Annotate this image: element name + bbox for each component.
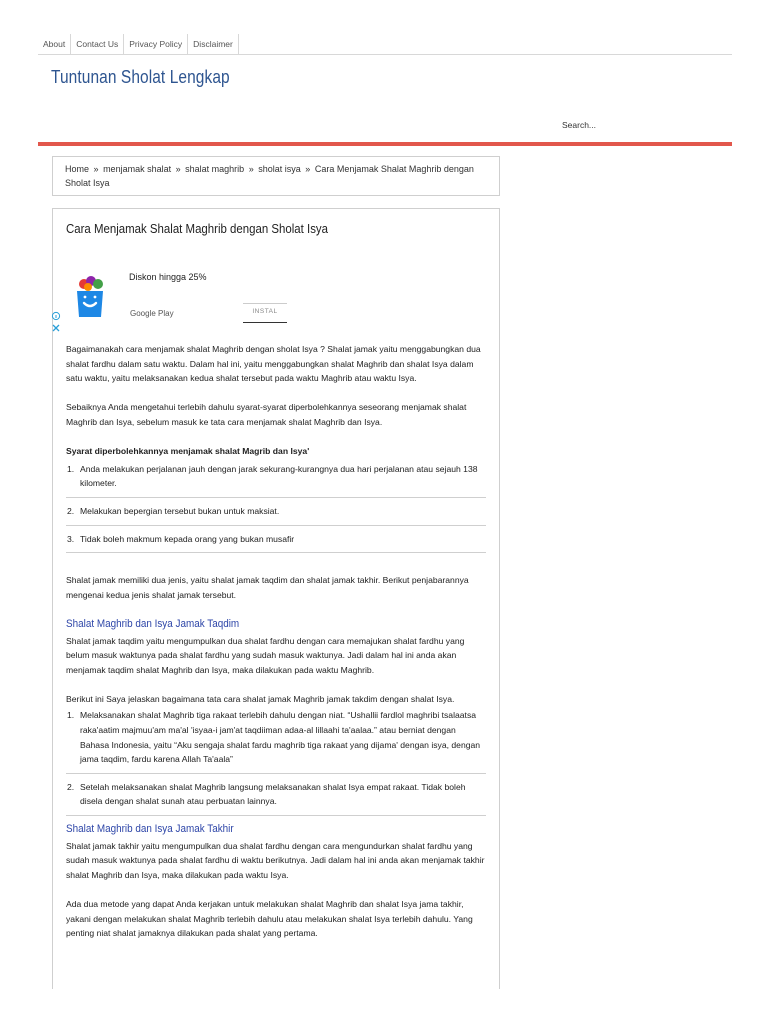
syarat-list <box>66 460 486 553</box>
breadcrumb-tag-link[interactable]: sholat isya <box>258 164 301 174</box>
breadcrumb <box>52 156 500 196</box>
list-item: 1. Melaksanakan shalat Maghrib tiga rakaat terlebih dahulu dengan niat. “Ushallii fardlol maghribi tsalaatsa raka'aatim majmuu'am ma'al 'isyaa-i jam'at taqdiiman adaa-al lillaahi ta'aalaa.” atau berniat dengan Bahasa Indonesia, yaitu “Aku sengaja shalat fardu maghrib tiga rakaat yang dijama' dengan isya, dengan jama taqdim, fardu karena Allah Ta'aala” <box>66 706 486 773</box>
breadcrumb-separator: » <box>305 164 311 174</box>
section-heading-takhir: Shalat Maghrib dan Isya Jamak Takhir <box>66 823 234 836</box>
paragraph: Shalat jamak takhir yaitu mengumpulkan dua shalat fardhu dengan cara mengundurkan shalat fardhu yang sudah masuk waktunya pada shalat fardhu di waktu berikutnya. Jadi dalam hal ini anda akan menjamak takhir shalat Maghrib dan Isya, maka dilakukan pada waktu Isya. <box>66 840 485 880</box>
list-item: 3. Tidak boleh makmum kepada orang yang bukan musafir <box>66 530 486 554</box>
list-item-text: Melakukan bepergian tersebut bukan untuk maksiat. <box>80 505 280 516</box>
top-navigation <box>38 34 732 55</box>
nav-about-link[interactable]: About <box>38 34 71 54</box>
syarat-heading: Syarat diperbolehkannya menjamak shalat Magrib dan Isya' <box>66 446 310 457</box>
nav-disclaimer-link[interactable]: Disclaimer <box>188 34 239 54</box>
paragraph: Berikut ini Saya jelaskan bagaimana tata cara shalat jamak Maghrib jamak takdim dengan shalat Isya. <box>66 693 455 704</box>
section-heading-taqdim: Shalat Maghrib dan Isya Jamak Taqdim <box>66 617 240 630</box>
paragraph: Shalat jamak taqdim yaitu mengumpulkan dua shalat fardhu dengan cara memajukan shalat fardhu yang belum masuk waktunya pada shalat fardhu yang sudah masuk waktunya. Jadi dalam hal ini anda akan menjamak taqdim shalat Maghrib dan Isya, maka dilakukan pada waktu Maghrib. <box>66 635 465 675</box>
site-title[interactable]: Tuntunan Sholat Lengkap <box>51 67 230 87</box>
breadcrumb-separator: » <box>248 164 254 174</box>
breadcrumb-separator: » <box>93 164 99 174</box>
list-item: 2. Melakukan bepergian tersebut bukan untuk maksiat. <box>66 502 486 526</box>
breadcrumb-current: Cara Menjamak Shalat Maghrib dengan Sholat Isya <box>65 164 474 188</box>
breadcrumb-tag-link[interactable]: shalat maghrib <box>185 164 245 174</box>
paragraph: Bagaimanakah cara menjamak shalat Maghrib dengan sholat Isya ? Shalat jamak yaitu menggabungkan dua shalat fardhu dalam satu waktu. Dalam hal ini, yaitu menggabungkan shalat Maghrib dan shalat Isya dalam satu waktu, yaitu melaksanakan kedua shalat tersebut pada waktu Maghrib atau waktu Isya. <box>66 344 481 384</box>
nav-contact-link[interactable]: Contact Us <box>71 34 124 54</box>
list-item: 1. Anda melakukan perjalanan jauh dengan jarak sekurang-kurangnya dua hari perjalanan atau sejauh 138 kilometer. <box>66 460 486 498</box>
nav-privacy-link[interactable]: Privacy Policy <box>124 34 188 54</box>
list-item-text: Anda melakukan perjalanan jauh dengan jarak sekurang-kurangnya dua hari perjalanan atau sejauh 138 kilometer. <box>80 463 478 489</box>
list-item-text: Melaksanakan shalat Maghrib tiga rakaat terlebih dahulu dengan niat. “Ushallii fardlol maghribi tsalaatsa raka'aatim majmuu'am ma'al 'isyaa-i jam'at taqdiiman adaa-al lillaahi ta'aalaa.” atau berniat dengan Bahasa Indonesia, yaitu “Aku sengaja shalat fardu maghrib tiga rakaat yang dijama' dengan isya, dengan jama taqdim, fardu karena Allah Ta'aala” <box>80 710 481 765</box>
ad-banner[interactable] <box>53 267 499 337</box>
paragraph: Sebaiknya Anda mengetahui terlebih dahulu syarat-syarat diperbolehkannya seseorang menjamak shalat Maghrib dan Isya, sebelum masuk ke tata cara menjamak shalat Maghrib dan Isya. <box>66 402 467 427</box>
paragraph: Ada dua metode yang dapat Anda kerjakan untuk melakukan shalat Maghrib dan shalat Isya jama takhir, yakani dengan melakukan shalat Maghrib terlebih dahulu atau melakukan shalat Isya terlebih dahulu. Yang penting niat shalat jamaknya dilakukan pada shalat yang pertama. <box>66 899 473 939</box>
list-item-text: Setelah melaksanakan shalat Maghrib langsung melaksanakan shalat Isya empat rakaat. Tidak boleh disela dengan shalat sunah atau perbuatan lainnya. <box>80 781 466 807</box>
google-play-label: Google Play <box>130 309 174 318</box>
article-body <box>66 342 486 955</box>
shopping-bag-icon <box>73 275 107 319</box>
ad-choices-icon[interactable] <box>51 311 61 333</box>
install-button[interactable]: INSTAL <box>243 303 287 323</box>
breadcrumb-category-link[interactable]: menjamak shalat <box>103 164 172 174</box>
search-input[interactable] <box>562 120 702 130</box>
article-card <box>52 208 500 989</box>
post-title: Cara Menjamak Shalat Maghrib dengan Sholat Isya <box>66 221 329 236</box>
taqdim-steps-list <box>66 706 486 816</box>
paragraph: Shalat jamak memiliki dua jenis, yaitu shalat jamak taqdim dan shalat jamak takhir. Berikut penjabarannya mengenai kedua jenis shalat jamak tersebut. <box>66 575 469 600</box>
breadcrumb-separator: » <box>175 164 181 174</box>
header-divider <box>38 142 732 146</box>
ad-text: Diskon hingga 25% <box>129 272 207 282</box>
list-item-text: Tidak boleh makmum kepada orang yang bukan musafir <box>80 533 295 544</box>
breadcrumb-home-link[interactable]: Home <box>65 164 90 174</box>
list-item: 2. Setelah melaksanakan shalat Maghrib langsung melaksanakan shalat Isya empat rakaat. Tidak boleh disela dengan shalat sunah atau perbuatan lainnya. <box>66 778 486 816</box>
